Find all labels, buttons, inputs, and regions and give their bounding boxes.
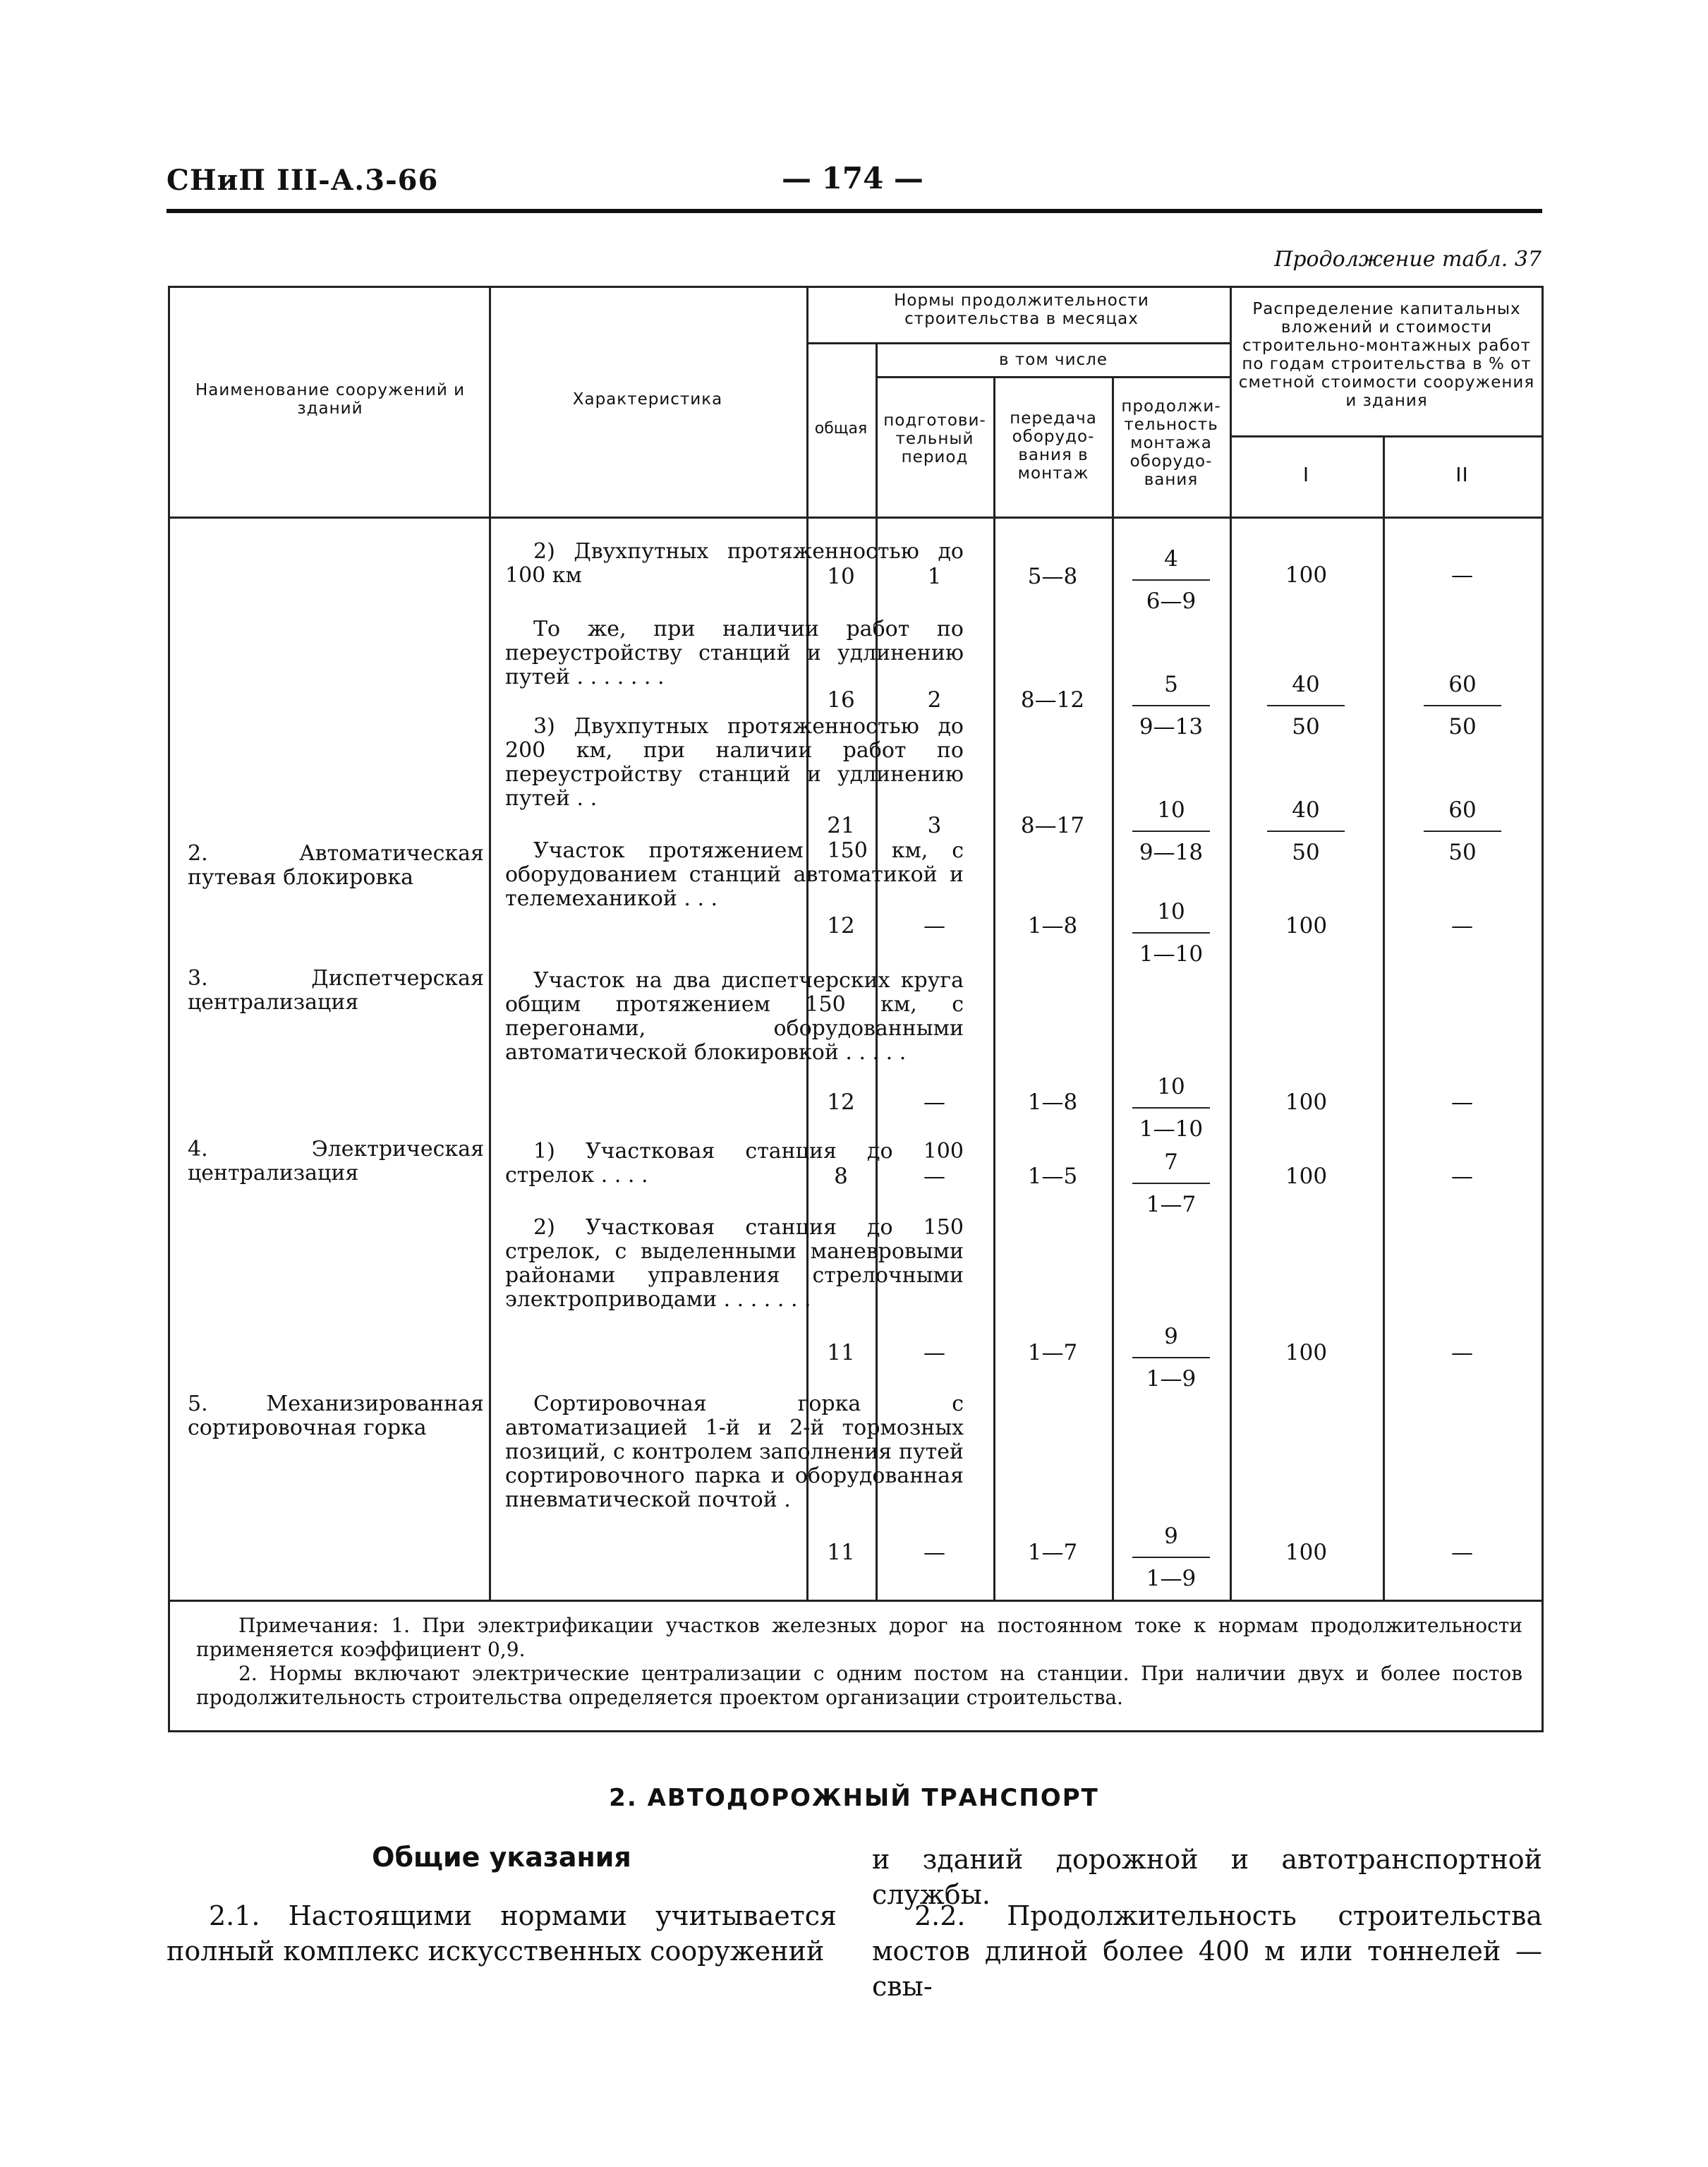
row-install-fraction	[1122, 1524, 1221, 1590]
install-months: 5	[1164, 672, 1178, 697]
row-prep: —	[923, 1164, 945, 1189]
header-year-2: II	[1455, 463, 1469, 486]
header-distribution: Распределение капитальных вложений и стоимости строительно-монтажных работ по годам строительства в % от сметной стоимости сооружения и здания	[1238, 300, 1535, 410]
row-year-1: 100	[1285, 1089, 1328, 1115]
col-divider-years	[1383, 437, 1385, 1600]
fraction-bar	[1267, 831, 1345, 832]
install-range: 1—10	[1139, 1116, 1204, 1142]
header-transfer: передача оборудо-вания в монтаж	[1010, 409, 1097, 483]
duration-table	[168, 286, 1544, 1732]
section-title: 2. АВТОДОРОЖНЫЙ ТРАНСПОРТ	[609, 1784, 1099, 1812]
row-year-2: —	[1451, 1164, 1473, 1189]
header-separator	[168, 517, 1544, 519]
row-prep: —	[923, 1340, 945, 1365]
row-total: 16	[827, 687, 855, 713]
row-prep: —	[923, 1089, 945, 1115]
row-characteristic: Участок на два диспетчерских круга общим протяжением 150 км, с перегонами, оборудованными автоматической блокировкой . . . . .	[505, 968, 964, 1065]
row-install-fraction	[1122, 547, 1221, 613]
install-months: 9	[1164, 1324, 1178, 1349]
document-code: СНиП III-А.3-66	[166, 164, 439, 197]
install-months: 10	[1157, 1074, 1185, 1099]
table-bottom-border	[168, 1730, 1544, 1732]
col-divider-prep	[993, 378, 995, 1600]
row-transfer: 8—12	[1020, 687, 1085, 713]
structure-name-5: 5. Механизированная сортировочная горка	[188, 1392, 484, 1440]
row-year-1: 100	[1285, 913, 1328, 938]
row-install-fraction	[1122, 1150, 1221, 1217]
row-total: 10	[827, 564, 855, 589]
install-range: 1—9	[1146, 1366, 1197, 1392]
row-year-2: —	[1451, 1540, 1473, 1565]
header-year-1: I	[1302, 463, 1310, 486]
structure-name-3: 3. Диспетчерская централизация	[188, 966, 484, 1015]
fraction-bar	[1132, 932, 1210, 934]
row-characteristic: Участок протяжением 150 км, с оборудованием станций автоматикой и телемеханикой . . .	[505, 838, 964, 911]
row-year-2: —	[1451, 562, 1473, 588]
row-characteristic: 1) Участковая станция до 100 стрелок . . . .	[505, 1139, 964, 1188]
year-2-share-alt: 50	[1448, 840, 1477, 865]
header-norms: Нормы продолжительности строительства в месяцах	[894, 291, 1149, 328]
row-year-1: 100	[1285, 1340, 1328, 1365]
paragraph-2-2: 2.2. Продолжительность строительства мостов длиной более 400 м или тоннелей — свы-	[872, 1900, 1542, 2002]
row-transfer: 1—8	[1027, 913, 1078, 938]
install-range: 9—18	[1139, 840, 1204, 865]
row-install-fraction	[1122, 900, 1221, 966]
row-prep: —	[923, 1540, 945, 1565]
row-year-2: —	[1451, 913, 1473, 938]
page-number: — 174 —	[782, 161, 923, 195]
fraction-bar	[1424, 705, 1501, 706]
row-transfer: 1—7	[1027, 1540, 1078, 1565]
body-separator	[168, 1600, 1544, 1602]
row-year-1: 100	[1285, 1540, 1328, 1565]
row-characteristic: 3) Двухпутных протяженностью до 200 км, при наличии работ по переустройству станций и удлинению путей . .	[505, 714, 964, 811]
row-transfer: 1—5	[1027, 1164, 1078, 1189]
fraction-bar	[1132, 705, 1210, 706]
year-1-share-alt: 50	[1292, 840, 1320, 865]
row-install-fraction	[1122, 1324, 1221, 1391]
install-range: 1—9	[1146, 1566, 1197, 1591]
year-2-share: 60	[1448, 797, 1477, 823]
row-characteristic: То же, при наличии работ по переустройству станций и удлинению путей . . . . . . .	[505, 617, 964, 689]
install-range: 6—9	[1146, 588, 1197, 614]
row-install-fraction	[1122, 672, 1221, 739]
table-top-border	[168, 286, 1544, 288]
table-right-border	[1542, 286, 1544, 1732]
row-total: 12	[827, 1089, 855, 1115]
header-prep: подготови-тельный период	[883, 411, 986, 466]
row-transfer: 1—8	[1027, 1089, 1078, 1115]
header-rule	[166, 209, 1542, 213]
row-characteristic: Сортировочная горка с автоматизацией 1-й и 2-й тормозных позиций, с контролем заполнения путей сортировочного парка и оборудованная пневматической почтой .	[505, 1392, 964, 1512]
structure-name-2: 2. Автоматическая путевая блокировка	[188, 841, 484, 890]
row-transfer: 1—7	[1027, 1340, 1078, 1365]
fraction-bar	[1132, 579, 1210, 581]
norms-header-rule	[806, 342, 1230, 344]
header-including: в том числе	[998, 351, 1108, 369]
row-year-1: 100	[1285, 562, 1328, 588]
fraction-bar	[1132, 1183, 1210, 1184]
year-1-share: 40	[1292, 797, 1320, 823]
table-note-1: Примечания: 1. При электрификации участков железных дорог на постоянном токе к нормам продолжительности применяется коэффициент 0,9.	[196, 1614, 1522, 1661]
fraction-bar	[1267, 705, 1345, 706]
row-prep: —	[923, 913, 945, 938]
col-divider-name	[489, 286, 491, 1600]
header-name: Наименование сооружений и зданий	[195, 381, 466, 418]
row-total: 11	[827, 1540, 855, 1565]
row-transfer: 8—17	[1020, 813, 1085, 838]
row-characteristic: 2) Двухпутных протяженностью до 100 км	[505, 539, 964, 588]
row-prep: 2	[927, 687, 942, 713]
row-prep: 3	[927, 813, 942, 838]
row-total: 21	[827, 813, 855, 838]
subsection-title: Общие указания	[372, 1842, 631, 1873]
fraction-bar	[1132, 1557, 1210, 1558]
row-year-2: —	[1451, 1340, 1473, 1365]
install-months: 10	[1157, 899, 1185, 924]
header-characteristic: Характеристика	[572, 390, 723, 409]
fraction-bar	[1132, 1357, 1210, 1358]
paragraph-2-1: 2.1. Настоящими нормами учитывается полный комплекс искусственных сооружений	[166, 1900, 837, 1967]
table-left-border	[168, 286, 170, 1732]
fraction-bar	[1132, 831, 1210, 832]
row-total: 11	[827, 1340, 855, 1365]
row-install-fraction	[1122, 798, 1221, 864]
row-prep: 1	[927, 564, 942, 589]
distr-header-rule	[1230, 435, 1544, 437]
fraction-bar	[1132, 1107, 1210, 1109]
row-total: 8	[834, 1164, 848, 1189]
row-year-2-fraction	[1413, 672, 1512, 739]
year-2-share-alt: 50	[1448, 714, 1477, 740]
structure-name-4: 4. Электрическая централизация	[188, 1137, 484, 1185]
table-continuation-label: Продолжение табл. 37	[1274, 247, 1542, 272]
install-months: 7	[1164, 1149, 1178, 1175]
install-months: 4	[1164, 546, 1178, 572]
header-install: продолжи-тельность монтажа оборудо-вания	[1121, 397, 1221, 489]
row-year-1-fraction	[1256, 798, 1355, 864]
row-transfer: 5—8	[1027, 564, 1078, 589]
install-range: 1—7	[1146, 1192, 1197, 1217]
table-note-2: 2. Нормы включают электрические централизации с одним постом на станции. При наличии двух и более постов продолжительность строительства определяется проектом организации строительства.	[196, 1662, 1522, 1709]
paragraph-2-1-continued: и зданий дорожной и автотранспортной службы.	[872, 1844, 1542, 1910]
install-range: 1—10	[1139, 941, 1204, 967]
year-1-share: 40	[1292, 672, 1320, 697]
row-total: 12	[827, 913, 855, 938]
row-install-fraction	[1122, 1075, 1221, 1141]
row-year-2: —	[1451, 1089, 1473, 1115]
header-total: общая	[814, 420, 868, 437]
fraction-bar	[1424, 831, 1501, 832]
row-characteristic: 2) Участковая станция до 150 стрелок, с выделенными маневровыми районами управления стрелочными электроприводами . . . . . . .	[505, 1215, 964, 1312]
install-months: 9	[1164, 1523, 1178, 1549]
row-year-1: 100	[1285, 1164, 1328, 1189]
col-divider-transfer	[1112, 378, 1114, 1600]
row-year-2-fraction	[1413, 798, 1512, 864]
year-2-share: 60	[1448, 672, 1477, 697]
row-year-1-fraction	[1256, 672, 1355, 739]
install-months: 10	[1157, 797, 1185, 823]
incl-header-rule	[876, 376, 1230, 378]
install-range: 9—13	[1139, 714, 1204, 740]
year-1-share-alt: 50	[1292, 714, 1320, 740]
